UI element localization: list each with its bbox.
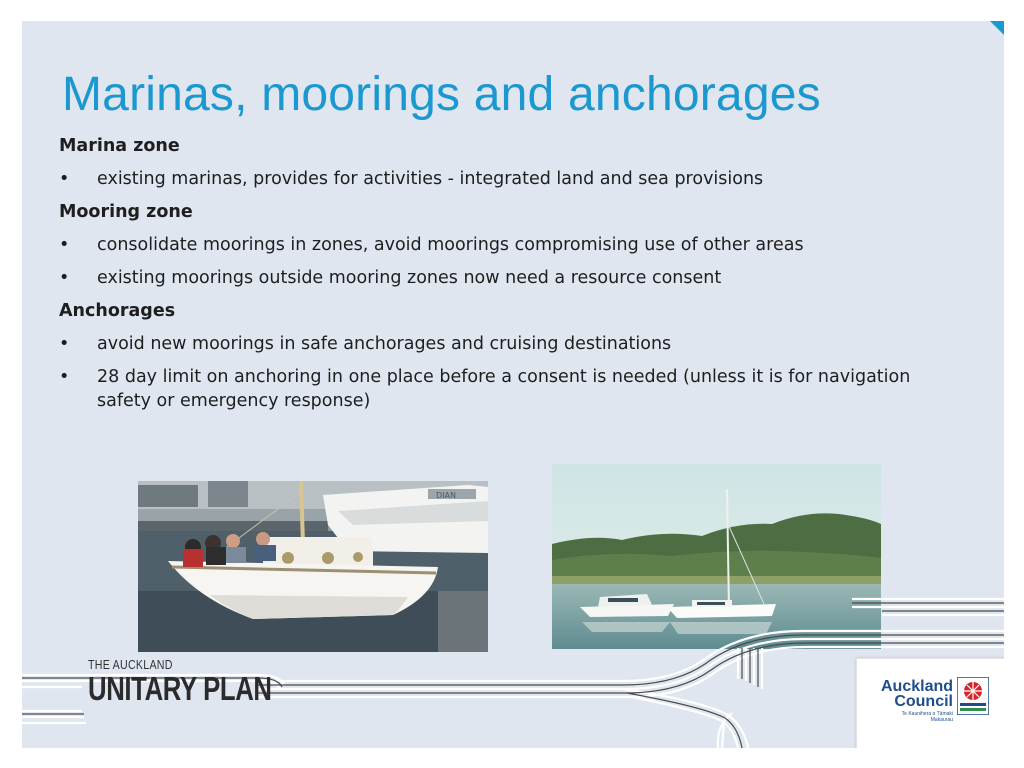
bullet-icon: • xyxy=(59,367,70,387)
section-heading-mooring: Mooring zone xyxy=(59,202,193,222)
brand-small-text: THE AUCKLAND xyxy=(88,657,173,672)
bullet-text: existing moorings outside mooring zones now need a resource consent xyxy=(97,268,722,288)
bullet-icon: • xyxy=(59,235,70,255)
council-name-line1: Auckland xyxy=(881,678,954,695)
bullet-text: consolidate moorings in zones, avoid moorings compromising use of other areas xyxy=(97,235,804,255)
council-name xyxy=(881,679,953,709)
brand-big-text: UNITARY PLAN xyxy=(88,670,272,707)
auckland-council-logo xyxy=(856,658,1004,748)
section-heading-marina: Marina zone xyxy=(59,136,180,156)
bullet-icon: • xyxy=(59,169,70,189)
pohutukawa-emblem-icon xyxy=(957,677,989,715)
slide-title: Marinas, moorings and anchorages xyxy=(62,68,821,121)
corner-accent-icon xyxy=(990,21,1004,35)
bullet-text: avoid new moorings in safe anchorages and cruising destinations xyxy=(97,334,672,354)
bullet-text: 28 day limit on anchoring in one place before a consent is needed (unless it is for navigation safety or emergency response) xyxy=(97,367,911,411)
unitary-plan-logo xyxy=(88,657,323,708)
footer-decorative-lines xyxy=(22,21,1004,748)
council-name-line2: Council xyxy=(894,693,953,710)
council-tagline: Te Kaunihera o Tāmaki Makaurau xyxy=(901,711,953,723)
section-heading-anchorages: Anchorages xyxy=(59,301,176,321)
boat-name-text: DIAN xyxy=(436,491,456,500)
bullet-icon: • xyxy=(59,334,70,354)
bullet-icon: • xyxy=(59,268,70,288)
bullet-text: existing marinas, provides for activities - integrated land and sea provisions xyxy=(97,169,764,189)
slide xyxy=(22,21,1004,748)
